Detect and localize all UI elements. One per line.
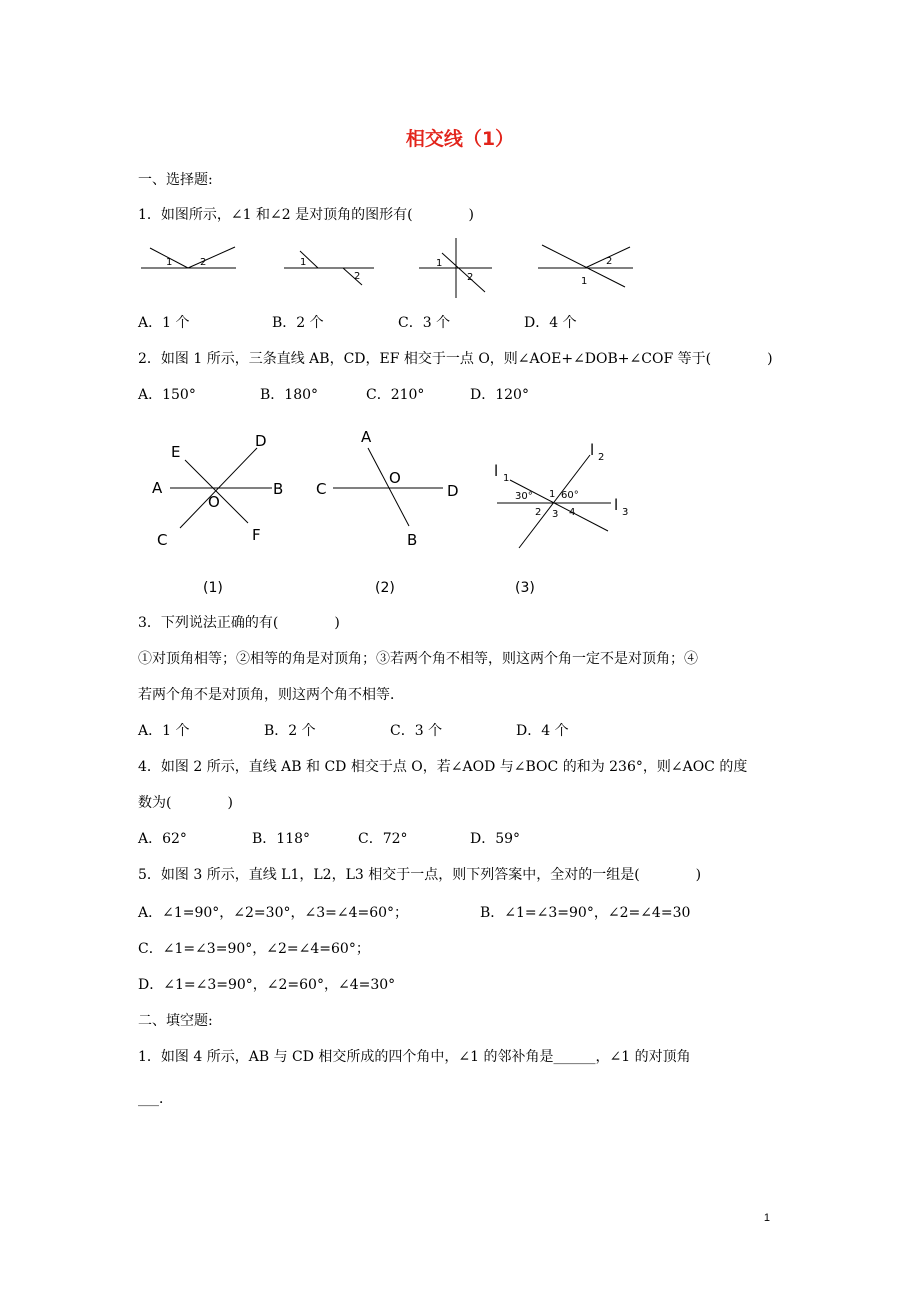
- fig1-label-B: B: [273, 480, 284, 498]
- q5-option-a: A．∠1=90°，∠2=30°，∠3=∠4=60°；: [138, 905, 409, 921]
- q1d-label-2: 2: [606, 256, 613, 267]
- fig2-caption: (2): [375, 580, 395, 596]
- fig1-label-F: F: [252, 526, 261, 544]
- fig2-label-B: B: [407, 531, 418, 549]
- fig1-label-A: A: [152, 479, 163, 497]
- fig3-angle-4: 4: [569, 507, 576, 518]
- fig3-angle-1: 1: [549, 489, 556, 500]
- q2-figures: [0, 0, 920, 600]
- q1a-label-1: 1: [166, 257, 173, 268]
- q2-option-b: B．180°: [260, 387, 319, 403]
- q1-option-b: B．2 个: [272, 315, 324, 331]
- fig3-label-l1-sub: 1: [503, 473, 510, 484]
- q1a-label-2: 2: [200, 257, 207, 268]
- fig3-label-l2-sub: 2: [598, 452, 605, 463]
- fig3-angle-3: 3: [552, 509, 559, 520]
- q5-option-d: D．∠1=∠3=90°，∠2=60°，∠4=30°: [138, 977, 396, 993]
- q3-option-c: C．3 个: [390, 723, 443, 739]
- fig1-label-C: C: [157, 531, 168, 549]
- q1-option-d: D．4 个: [524, 315, 577, 331]
- fig3-caption: (3): [515, 580, 535, 596]
- fig2-label-A: A: [361, 428, 372, 446]
- section-heading-fill: 二、填空题:: [138, 1013, 213, 1029]
- q1b-label-2: 2: [354, 271, 361, 282]
- q2-option-d: D．120°: [470, 387, 529, 403]
- page-number: 1: [763, 1212, 770, 1224]
- fig3-angle-60: 60°: [561, 490, 579, 501]
- q4-option-a: A．62°: [138, 831, 187, 847]
- figure-1-lines: [170, 448, 272, 528]
- q1-option-a: A．1 个: [138, 315, 190, 331]
- fill1-line-2: ___．: [138, 1091, 173, 1107]
- fig3-angle-2: 2: [535, 507, 542, 518]
- q1c-label-1: 1: [436, 258, 443, 269]
- q3-stem: 3．下列说法正确的有( ): [138, 615, 340, 631]
- figure-2-lines: [333, 448, 443, 526]
- fig1-caption: (1): [203, 580, 223, 596]
- q5-option-b: B．∠1=∠3=90°，∠2=∠4=30: [480, 905, 691, 921]
- fig2-label-C: C: [316, 480, 327, 498]
- q2-option-c: C．210°: [366, 387, 425, 403]
- q1-option-c: C．3 个: [398, 315, 451, 331]
- fill1-line-1: 1．如图 4 所示，AB 与 CD 相交所成的四个角中，∠1 的邻补角是______，∠1 的对顶角: [138, 1049, 691, 1065]
- q4-option-d: D．59°: [470, 831, 521, 847]
- q4-stem-line-1: 4．如图 2 所示，直线 AB 和 CD 相交于点 O，若∠AOD 与∠BOC 的和为 236°，则∠AOC 的度: [138, 759, 748, 775]
- section-heading-choice: 一、选择题:: [138, 172, 213, 188]
- q3-option-b: B．2 个: [264, 723, 316, 739]
- fig1-label-E: E: [171, 443, 181, 461]
- q3-statement-line-1: ①对顶角相等；②相等的角是对顶角；③若两个角不相等，则这两个角一定不是对顶角；④: [138, 651, 698, 667]
- fig3-label-l3: l: [614, 496, 619, 514]
- q5-option-c: C．∠1=∠3=90°，∠2=∠4=60°；: [138, 941, 370, 957]
- q1b-label-1: 1: [300, 257, 307, 268]
- q2-option-a: A．150°: [138, 387, 196, 403]
- fig1-label-O: O: [208, 493, 220, 511]
- q1-stem: 1．如图所示，∠1 和∠2 是对顶角的图形有( ): [138, 207, 475, 223]
- fig3-label-l2: l: [590, 441, 595, 459]
- fig3-label-l3-sub: 3: [622, 507, 629, 518]
- q1c-label-2: 2: [467, 272, 474, 283]
- fig1-label-D: D: [255, 432, 267, 450]
- fig2-label-O: O: [389, 469, 401, 487]
- fig2-label-D: D: [447, 482, 459, 500]
- fig3-angle-30: 30°: [515, 491, 533, 502]
- q3-option-a: A．1 个: [138, 723, 190, 739]
- q3-option-d: D．4 个: [516, 723, 569, 739]
- q1d-label-1: 1: [581, 276, 588, 287]
- q4-stem-line-2: 数为( ): [138, 795, 233, 811]
- q4-option-c: C．72°: [358, 831, 408, 847]
- q3-statement-line-2: 若两个角不是对顶角，则这两个角不相等．: [138, 687, 404, 703]
- q2-stem: 2．如图 1 所示，三条直线 AB，CD，EF 相交于一点 O，则∠AOE+∠DOB+∠COF 等于( ): [138, 351, 773, 367]
- fig3-label-l1: l: [494, 462, 499, 480]
- q4-option-b: B．118°: [252, 831, 311, 847]
- page-title: 相交线（1）: [405, 128, 515, 150]
- q5-stem: 5．如图 3 所示，直线 L1，L2，L3 相交于一点，则下列答案中，全对的一组是( ): [138, 867, 702, 883]
